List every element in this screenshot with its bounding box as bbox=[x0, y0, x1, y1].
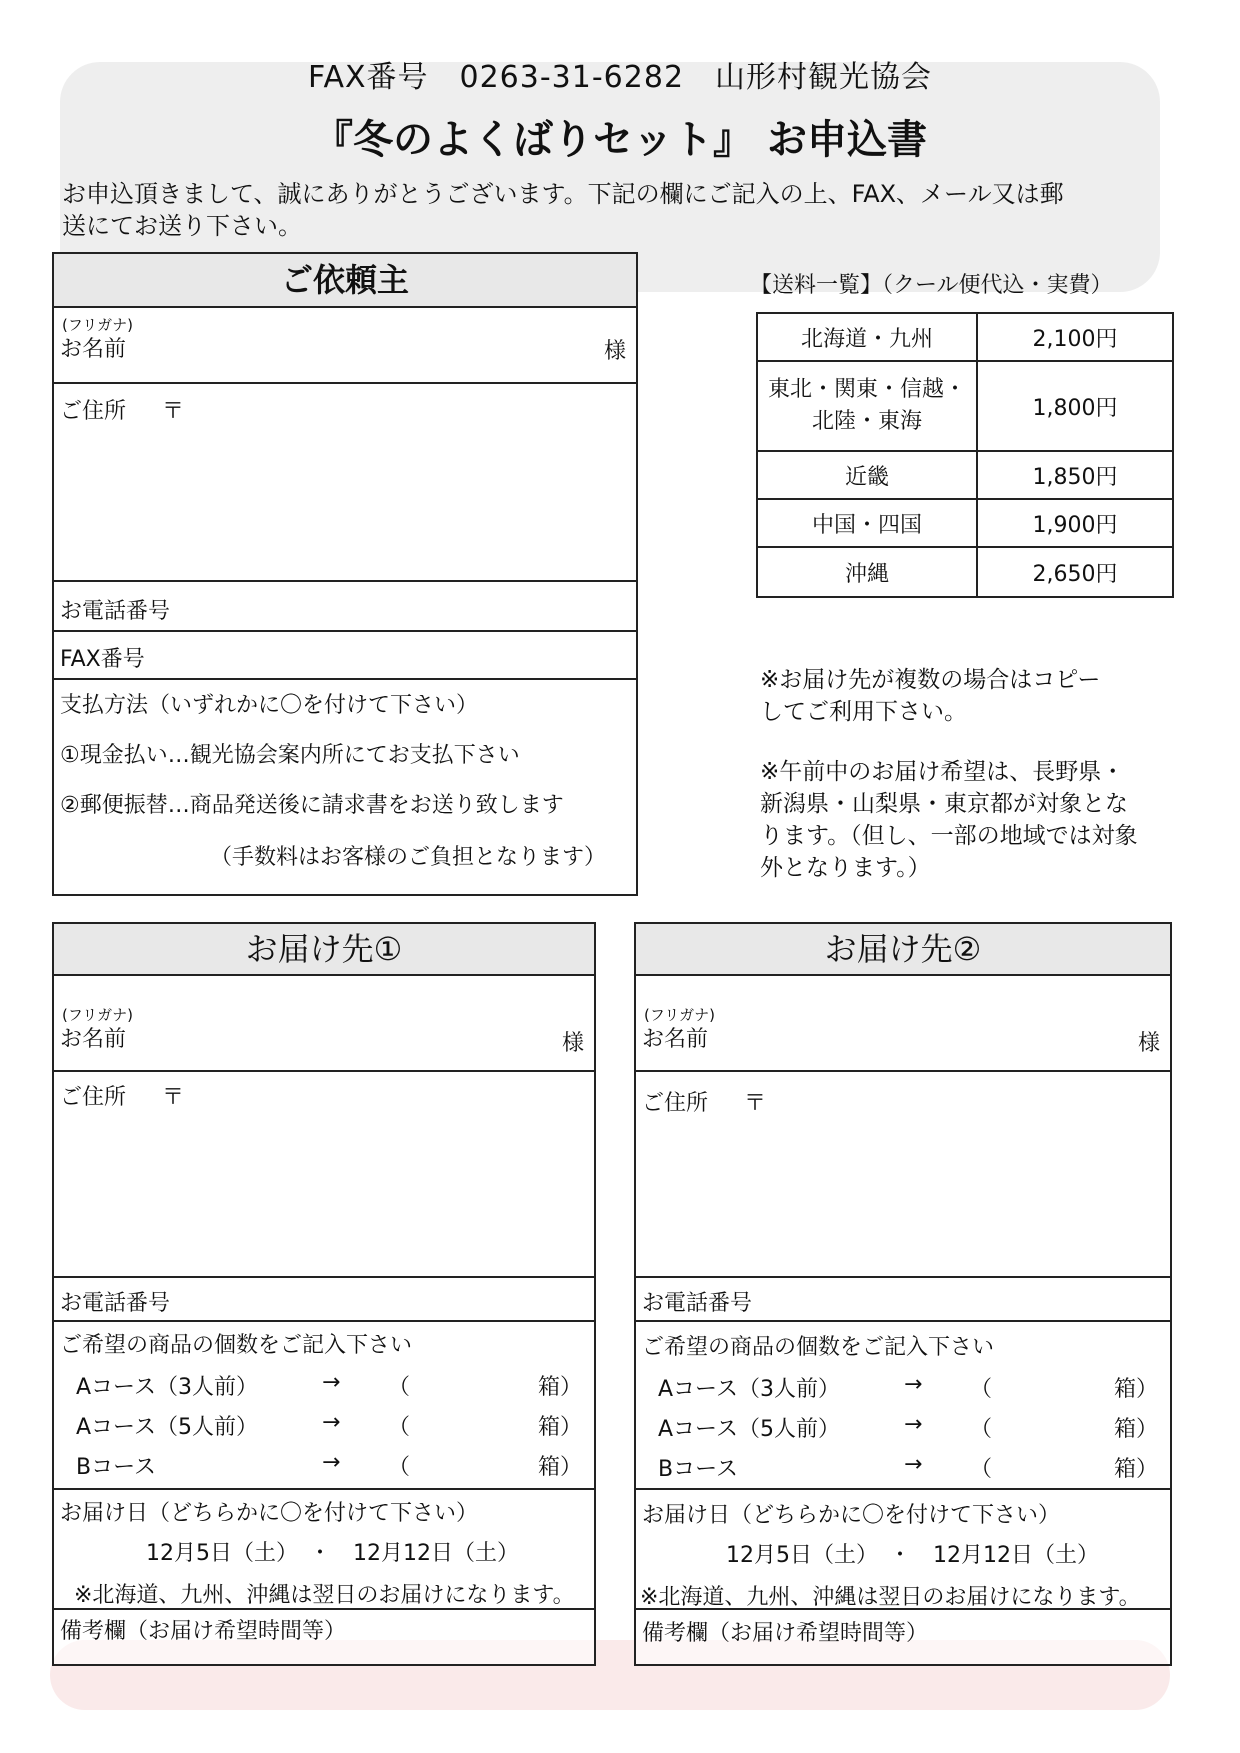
recipient-1-remarks-row[interactable] bbox=[54, 1610, 594, 1664]
phone-label: お電話番号 bbox=[642, 1291, 753, 1316]
open-paren: （ bbox=[388, 1415, 411, 1440]
morning-note-line-1: ※午前中のお届け希望は、長野県・ bbox=[760, 759, 1125, 785]
remarks-label: 備考欄（お届け希望時間等） bbox=[642, 1621, 929, 1646]
payment-option-cash[interactable]: ①現金払い…観光協会案内所にてお支払下さい bbox=[60, 743, 520, 768]
payment-label: 支払方法（いずれかに〇を付けて下さい） bbox=[60, 693, 479, 718]
copy-note bbox=[760, 664, 1180, 728]
copy-note-line-1: ※お届け先が複数の場合はコピー bbox=[760, 667, 1101, 693]
morning-delivery-note bbox=[760, 756, 1180, 884]
box-unit: 箱） bbox=[537, 1415, 582, 1440]
requester-name-row[interactable] bbox=[54, 308, 636, 384]
shipping-row bbox=[757, 547, 1173, 597]
shipping-region-line-2: 北陸・東海 bbox=[811, 409, 922, 434]
arrow-icon: → bbox=[322, 1410, 341, 1435]
shipping-fee: 1,900円 bbox=[977, 499, 1173, 547]
course-name: Bコース bbox=[658, 1457, 738, 1482]
delivery-date-options[interactable]: 12月5日（土） ・ 12月12日（土） bbox=[146, 1541, 519, 1566]
box-unit: 箱） bbox=[1113, 1457, 1158, 1482]
shipping-row bbox=[757, 361, 1173, 451]
box-unit: 箱） bbox=[537, 1375, 582, 1400]
recipient-2-section bbox=[634, 922, 1172, 1666]
fax-label: FAX番号 bbox=[60, 647, 145, 672]
shipping-row bbox=[757, 313, 1173, 361]
shipping-fee: 2,100円 bbox=[977, 313, 1173, 361]
recipient-2-address-row[interactable] bbox=[636, 1072, 1170, 1278]
honorific-label: 様 bbox=[603, 339, 626, 364]
shipping-row bbox=[757, 499, 1173, 547]
box-unit: 箱） bbox=[1113, 1377, 1158, 1402]
recipient-2-quantity-row bbox=[636, 1322, 1170, 1490]
course-name: Aコース（3人前） bbox=[76, 1375, 258, 1400]
requester-phone-row[interactable] bbox=[54, 582, 636, 632]
open-paren: （ bbox=[970, 1417, 993, 1442]
remarks-label: 備考欄（お届け希望時間等） bbox=[60, 1619, 347, 1644]
arrow-icon: → bbox=[904, 1452, 923, 1477]
shipping-fee: 2,650円 bbox=[977, 547, 1173, 597]
quantity-label: ご希望の商品の個数をご記入下さい bbox=[642, 1335, 995, 1360]
arrow-icon: → bbox=[322, 1370, 341, 1395]
furigana-label: (フリガナ) bbox=[62, 316, 133, 334]
address-label: ご住所 bbox=[60, 399, 127, 424]
honorific-label: 様 bbox=[1137, 1031, 1160, 1056]
requester-heading: ご依頼主 bbox=[54, 254, 636, 308]
intro-text bbox=[62, 178, 1172, 242]
open-paren: （ bbox=[970, 1457, 993, 1482]
morning-note-line-3: ります。（但し、一部の地域では対象 bbox=[760, 823, 1138, 849]
delivery-date-note: ※北海道、九州、沖縄は翌日のお届けになります。 bbox=[74, 1583, 575, 1608]
postal-mark: 〒 bbox=[162, 1085, 185, 1110]
phone-label: お電話番号 bbox=[60, 599, 171, 624]
shipping-region: 北海道・九州 bbox=[757, 313, 977, 361]
arrow-icon: → bbox=[904, 1412, 923, 1437]
postal-mark: 〒 bbox=[744, 1091, 767, 1116]
course-name: Aコース（5人前） bbox=[658, 1417, 840, 1442]
recipient-2-heading: お届け先② bbox=[636, 924, 1170, 976]
shipping-region-line-1: 東北・関東・信越・ bbox=[767, 377, 966, 402]
shipping-region: 近畿 bbox=[757, 451, 977, 499]
name-label: お名前 bbox=[60, 1027, 127, 1052]
postal-mark: 〒 bbox=[162, 399, 185, 424]
box-unit: 箱） bbox=[1113, 1417, 1158, 1442]
intro-line-2: 送にてお送り下さい。 bbox=[62, 212, 302, 240]
payment-fee-note: （手数料はお客様のご負担となります） bbox=[210, 845, 607, 870]
name-label: お名前 bbox=[60, 337, 127, 362]
recipient-1-section bbox=[52, 922, 596, 1666]
recipient-2-remarks-row[interactable] bbox=[636, 1610, 1170, 1664]
delivery-date-note: ※北海道、九州、沖縄は翌日のお届けになります。 bbox=[640, 1585, 1141, 1610]
course-name: Bコース bbox=[76, 1455, 156, 1480]
copy-note-line-2: してご利用下さい。 bbox=[760, 699, 967, 725]
requester-address-row[interactable] bbox=[54, 384, 636, 582]
address-label: ご住所 bbox=[60, 1085, 127, 1110]
intro-line-1: お申込頂きまして、誠にありがとうございます。下記の欄にご記入の上、FAX、メール又は郵 bbox=[62, 180, 1064, 208]
furigana-label: (フリガナ) bbox=[62, 1006, 133, 1024]
fax-number-line: FAX番号 0263-31-6282 山形村観光協会 bbox=[307, 60, 933, 95]
recipient-1-heading: お届け先① bbox=[54, 924, 594, 976]
open-paren: （ bbox=[388, 1455, 411, 1480]
course-name: Aコース（5人前） bbox=[76, 1415, 258, 1440]
shipping-region: 沖縄 bbox=[757, 547, 977, 597]
open-paren: （ bbox=[388, 1375, 411, 1400]
morning-note-line-4: 外となります。） bbox=[760, 855, 931, 881]
delivery-date-label: お届け日（どちらかに〇を付けて下さい） bbox=[642, 1503, 1061, 1528]
honorific-label: 様 bbox=[561, 1031, 584, 1056]
payment-method-row bbox=[54, 680, 636, 894]
recipient-1-address-row[interactable] bbox=[54, 1072, 594, 1278]
arrow-icon: → bbox=[322, 1450, 341, 1475]
shipping-region: 中国・四国 bbox=[757, 499, 977, 547]
shipping-fee: 1,850円 bbox=[977, 451, 1173, 499]
delivery-date-label: お届け日（どちらかに〇を付けて下さい） bbox=[60, 1501, 479, 1526]
recipient-2-phone-row[interactable] bbox=[636, 1278, 1170, 1322]
requester-fax-row[interactable] bbox=[54, 632, 636, 680]
arrow-icon: → bbox=[904, 1372, 923, 1397]
course-name: Aコース（3人前） bbox=[658, 1377, 840, 1402]
open-paren: （ bbox=[970, 1377, 993, 1402]
recipient-1-date-row bbox=[54, 1490, 594, 1610]
quantity-label: ご希望の商品の個数をご記入下さい bbox=[60, 1333, 413, 1358]
shipping-region bbox=[757, 361, 977, 451]
requester-section bbox=[52, 252, 638, 896]
furigana-label: (フリガナ) bbox=[644, 1006, 715, 1024]
payment-option-postal-transfer[interactable]: ②郵便振替…商品発送後に請求書をお送り致します bbox=[60, 793, 564, 818]
delivery-date-options[interactable]: 12月5日（土） ・ 12月12日（土） bbox=[726, 1543, 1099, 1568]
page-title: 『冬のよくばりセット』 お申込書 bbox=[313, 117, 927, 163]
recipient-2-date-row bbox=[636, 1490, 1170, 1610]
morning-note-line-2: 新潟県・山梨県・東京都が対象とな bbox=[760, 791, 1128, 817]
recipient-1-quantity-row bbox=[54, 1322, 594, 1490]
shipping-fee: 1,800円 bbox=[977, 361, 1173, 451]
recipient-1-name-row[interactable] bbox=[54, 976, 594, 1072]
recipient-2-name-row[interactable] bbox=[636, 976, 1170, 1072]
shipping-fee-heading: 【送料一覧】（クール便代込・実費） bbox=[750, 273, 1113, 298]
phone-label: お電話番号 bbox=[60, 1291, 171, 1316]
name-label: お名前 bbox=[642, 1027, 709, 1052]
shipping-fee-table bbox=[756, 312, 1174, 598]
address-label: ご住所 bbox=[642, 1091, 709, 1116]
shipping-row bbox=[757, 451, 1173, 499]
box-unit: 箱） bbox=[537, 1455, 582, 1480]
recipient-1-phone-row[interactable] bbox=[54, 1278, 594, 1322]
